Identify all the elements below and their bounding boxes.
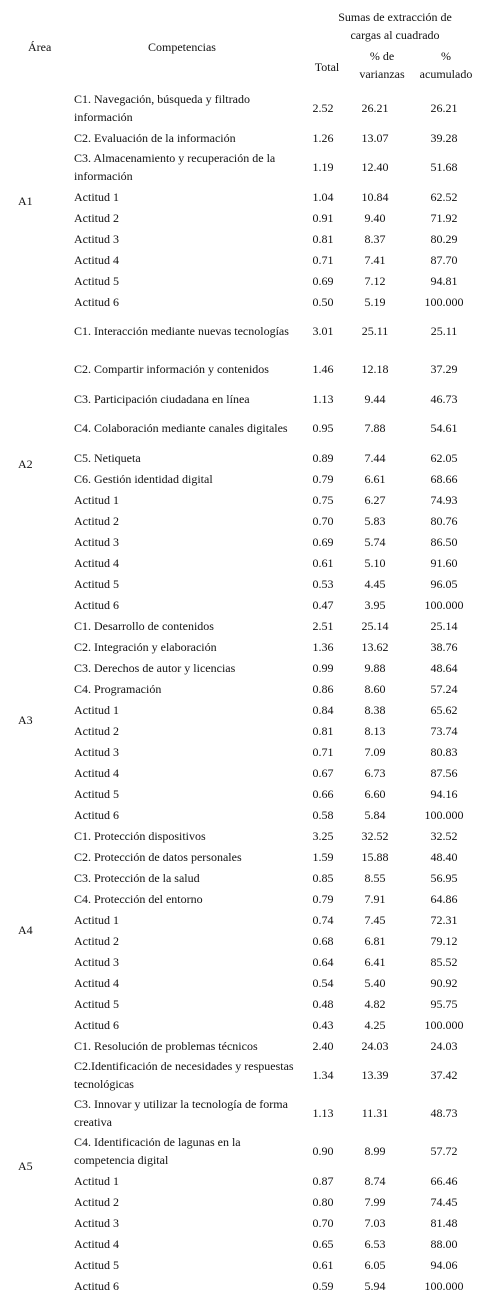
table-row <box>18 1233 480 1254</box>
competencia-cell: C1. Protección dispositivos <box>74 828 206 843</box>
varianza-cell: 25.11 <box>361 324 389 338</box>
total-cell: 0.48 <box>312 996 334 1011</box>
table-row <box>18 888 480 909</box>
acumulado-cell: 56.95 <box>430 870 458 885</box>
competencia-cell: Actitud 4 <box>74 1236 119 1251</box>
table-row <box>18 741 480 762</box>
total-cell: 1.19 <box>312 160 334 174</box>
area-cell: A2 <box>18 456 33 471</box>
total-cell: 0.80 <box>312 1194 334 1209</box>
acumulado-cell: 51.68 <box>430 160 458 174</box>
competencia-cell: C6. Gestión identidad digital <box>74 471 213 486</box>
header-total: Total <box>314 60 340 74</box>
acumulado-cell: 38.76 <box>430 639 458 654</box>
competencia-cell: Actitud 2 <box>74 210 119 225</box>
header-acumulado-line1: % <box>441 49 451 63</box>
competencia-cell: Actitud 5 <box>74 786 119 801</box>
varianza-cell: 8.55 <box>364 870 386 885</box>
table-row <box>18 678 480 699</box>
table-row <box>18 270 480 291</box>
table-row <box>18 409 480 447</box>
table-row <box>18 312 480 350</box>
total-cell: 0.71 <box>312 744 334 759</box>
table-row <box>18 552 480 573</box>
total-cell: 0.68 <box>312 933 334 948</box>
total-cell: 0.79 <box>312 891 334 906</box>
total-cell: 0.70 <box>312 513 334 528</box>
table-row <box>18 510 480 531</box>
total-cell: 0.66 <box>312 786 334 801</box>
competencia-cell: Actitud 6 <box>74 1017 119 1032</box>
competencia-cell: C3. Protección de la salud <box>74 870 200 885</box>
table-row <box>18 762 480 783</box>
total-cell: 0.87 <box>312 1173 334 1188</box>
header-acumulado-line2: acumulado <box>419 67 473 81</box>
competencia-cell: C2. Integración y elaboración <box>74 639 217 654</box>
area-cell: A3 <box>18 713 33 727</box>
acumulado-cell: 96.05 <box>430 576 458 591</box>
varianza-cell: 7.09 <box>364 744 386 759</box>
table-body <box>18 89 480 1296</box>
header-sumas <box>305 8 485 44</box>
acumulado-cell: 74.93 <box>430 492 458 507</box>
varianza-cell: 8.60 <box>364 681 386 696</box>
table-row <box>18 615 480 636</box>
competencia-cell: C3. Participación ciudadana en línea <box>74 391 250 406</box>
table-row <box>18 1275 480 1296</box>
table-row <box>18 1132 480 1170</box>
total-cell: 3.25 <box>312 828 334 843</box>
total-cell: 0.47 <box>312 597 334 612</box>
acumulado-cell: 72.31 <box>430 912 458 927</box>
acumulado-cell: 57.72 <box>430 1144 458 1158</box>
varianza-cell: 25.14 <box>361 618 389 633</box>
table-row <box>18 909 480 930</box>
total-cell: 0.79 <box>312 471 334 486</box>
header-acumulado <box>416 47 476 83</box>
varianza-cell: 7.88 <box>364 421 386 435</box>
varianza-cell: 5.74 <box>364 534 386 549</box>
table-row <box>18 699 480 720</box>
table-row <box>18 930 480 951</box>
total-cell: 3.01 <box>312 324 334 338</box>
varianza-cell: 8.38 <box>364 702 386 717</box>
varianza-cell: 6.41 <box>364 954 386 969</box>
acumulado-cell: 68.66 <box>430 471 458 486</box>
total-cell: 0.81 <box>312 723 334 738</box>
total-cell: 0.65 <box>312 1236 334 1251</box>
total-cell: 0.81 <box>312 231 334 246</box>
varianza-cell: 5.10 <box>364 555 386 570</box>
acumulado-cell: 66.46 <box>430 1173 458 1188</box>
acumulado-cell: 73.74 <box>430 723 458 738</box>
acumulado-cell: 85.52 <box>430 954 458 969</box>
varianza-cell: 7.41 <box>364 252 386 267</box>
acumulado-cell: 54.61 <box>430 421 458 435</box>
varianza-cell: 11.31 <box>361 1106 389 1120</box>
competencia-cell: Actitud 6 <box>74 807 119 822</box>
acumulado-cell: 57.24 <box>430 681 458 696</box>
area-cell: A5 <box>18 1158 33 1173</box>
acumulado-cell: 100.000 <box>424 1017 464 1032</box>
total-cell: 1.46 <box>312 362 334 376</box>
acumulado-cell: 80.29 <box>430 231 458 246</box>
table-row <box>18 1056 480 1094</box>
acumulado-cell: 62.52 <box>430 189 458 204</box>
varianza-cell: 4.25 <box>364 1017 386 1032</box>
competencia-cell: Actitud 4 <box>74 975 119 990</box>
table-row <box>18 447 480 468</box>
table-row <box>18 350 480 388</box>
acumulado-cell: 100.000 <box>424 1278 464 1293</box>
acumulado-cell: 94.81 <box>430 273 458 288</box>
competencia-cell: C3. Derechos de autor y licencias <box>74 660 236 675</box>
total-cell: 0.64 <box>312 954 334 969</box>
competencia-cell: C1. Interacción mediante nuevas tecnologías <box>74 324 289 338</box>
table-row <box>18 89 480 127</box>
total-cell: 0.99 <box>312 660 334 675</box>
area-cell: A4 <box>18 923 33 937</box>
total-cell: 0.58 <box>312 807 334 822</box>
competencia-cell: Actitud 1 <box>74 492 119 507</box>
acumulado-cell: 94.16 <box>430 786 458 801</box>
total-cell: 1.59 <box>312 849 334 864</box>
competencia-cell: Actitud 5 <box>74 576 119 591</box>
header-varianzas-line1: % de <box>369 49 395 63</box>
varianza-cell: 24.03 <box>361 1038 389 1053</box>
varianza-cell: 6.60 <box>364 786 386 801</box>
acumulado-cell: 39.28 <box>430 130 458 145</box>
varianza-cell: 9.88 <box>364 660 386 675</box>
competencia-cell: Actitud 2 <box>74 723 119 738</box>
acumulado-cell: 90.92 <box>430 975 458 990</box>
competencia-cell: Actitud 3 <box>74 534 119 549</box>
competencia-cell: Actitud 3 <box>74 744 119 759</box>
table-row <box>18 657 480 678</box>
acumulado-cell: 80.76 <box>430 513 458 528</box>
competencia-cell: Actitud 6 <box>74 597 119 612</box>
varianza-cell: 5.94 <box>364 1278 386 1293</box>
acumulado-cell: 94.06 <box>430 1257 458 1272</box>
table-row <box>18 1191 480 1212</box>
table-row <box>18 1170 480 1191</box>
competencia-cell: C4. Programación <box>74 681 162 696</box>
acumulado-cell: 88.00 <box>430 1236 458 1251</box>
total-cell: 0.67 <box>312 765 334 780</box>
competencia-cell: Actitud 3 <box>74 954 119 969</box>
table-row <box>18 1094 480 1132</box>
table-row <box>18 846 480 867</box>
total-cell: 0.69 <box>312 534 334 549</box>
varianza-cell: 10.84 <box>361 189 389 204</box>
table-row <box>18 783 480 804</box>
total-cell: 1.04 <box>312 189 334 204</box>
varianza-cell: 5.83 <box>364 513 386 528</box>
competencia-cell: Actitud 4 <box>74 252 119 267</box>
competencia-cell: C3. Almacenamiento y recuperación de la información <box>74 151 276 183</box>
acumulado-cell: 32.52 <box>430 828 458 843</box>
acumulado-cell: 91.60 <box>430 555 458 570</box>
acumulado-cell: 37.29 <box>430 362 458 376</box>
table-row <box>18 867 480 888</box>
varianza-cell: 9.44 <box>364 391 386 406</box>
competencia-cell: Actitud 1 <box>74 912 119 927</box>
varianza-cell: 7.03 <box>364 1215 386 1230</box>
varianza-cell: 12.40 <box>361 160 389 174</box>
acumulado-cell: 79.12 <box>430 933 458 948</box>
total-cell: 2.51 <box>312 618 334 633</box>
header-varianzas-line2: varianzas <box>359 67 405 81</box>
table-row <box>18 127 480 148</box>
total-cell: 0.71 <box>312 252 334 267</box>
varianza-cell: 5.40 <box>364 975 386 990</box>
table-row <box>18 993 480 1014</box>
total-cell: 0.75 <box>312 492 334 507</box>
varianza-cell: 6.05 <box>364 1257 386 1272</box>
table-row <box>18 186 480 207</box>
competencia-cell: C5. Netiqueta <box>74 450 141 465</box>
varianza-cell: 7.44 <box>364 450 386 465</box>
total-cell: 0.61 <box>312 555 334 570</box>
varianza-cell: 9.40 <box>364 210 386 225</box>
total-cell: 0.74 <box>312 912 334 927</box>
header-sumas-line1: Sumas de extracción de <box>338 10 452 24</box>
total-cell: 1.26 <box>312 130 334 145</box>
total-cell: 0.53 <box>312 576 334 591</box>
table-row <box>18 720 480 741</box>
varianza-cell: 13.07 <box>361 130 389 145</box>
acumulado-cell: 81.48 <box>430 1215 458 1230</box>
varianza-cell: 8.99 <box>364 1144 386 1158</box>
competencia-cell: C4. Protección del entorno <box>74 891 203 906</box>
varianza-cell: 8.13 <box>364 723 386 738</box>
competencia-cell: Actitud 6 <box>74 1278 119 1293</box>
varianza-cell: 6.73 <box>364 765 386 780</box>
competencia-cell: C3. Innovar y utilizar la tecnología de forma creativa <box>74 1097 288 1129</box>
competencia-cell: Actitud 1 <box>74 702 119 717</box>
varianza-cell: 6.81 <box>364 933 386 948</box>
acumulado-cell: 26.21 <box>430 101 458 115</box>
table-row <box>18 531 480 552</box>
total-cell: 0.43 <box>312 1017 334 1032</box>
total-cell: 1.13 <box>312 1106 334 1120</box>
varianza-cell: 6.27 <box>364 492 386 507</box>
table-row <box>18 388 480 409</box>
header-area: Área <box>28 40 52 54</box>
acumulado-cell: 87.56 <box>430 765 458 780</box>
competencia-cell: C2.Identificación de necesidades y respuestas tecnológicas <box>74 1059 294 1091</box>
competencia-cell: Actitud 6 <box>74 294 119 309</box>
competencia-cell: Actitud 4 <box>74 765 119 780</box>
competencia-cell: Actitud 5 <box>74 996 119 1011</box>
table-row <box>18 249 480 270</box>
competencia-cell: C1. Desarrollo de contenidos <box>74 618 214 633</box>
competencia-cell: Actitud 3 <box>74 1215 119 1230</box>
table-row <box>18 148 480 186</box>
varianza-cell: 3.95 <box>364 597 386 612</box>
total-cell: 0.91 <box>312 210 334 225</box>
table-row <box>18 468 480 489</box>
competencia-cell: Actitud 3 <box>74 231 119 246</box>
total-cell: 1.13 <box>312 391 334 406</box>
acumulado-cell: 71.92 <box>430 210 458 225</box>
competencia-cell: C1. Navegación, búsqueda y filtrado información <box>74 92 250 124</box>
competencia-cell: Actitud 1 <box>74 189 119 204</box>
varianza-cell: 6.53 <box>364 1236 386 1251</box>
acumulado-cell: 37.42 <box>430 1068 458 1082</box>
total-cell: 1.36 <box>312 639 334 654</box>
table-row <box>18 951 480 972</box>
total-cell: 0.54 <box>312 975 334 990</box>
varianza-cell: 32.52 <box>361 828 389 843</box>
competencia-cell: Actitud 5 <box>74 1257 119 1272</box>
competencia-cell: C4. Identificación de lagunas en la competencia digital <box>74 1135 241 1167</box>
table-row <box>18 489 480 510</box>
acumulado-cell: 25.14 <box>430 618 458 633</box>
total-cell: 1.34 <box>312 1068 334 1082</box>
header-varianzas <box>350 47 414 83</box>
competencia-cell: C1. Resolución de problemas técnicos <box>74 1038 258 1053</box>
table-row <box>18 1035 480 1056</box>
varianza-cell: 7.45 <box>364 912 386 927</box>
table-row <box>18 207 480 228</box>
acumulado-cell: 48.40 <box>430 849 458 864</box>
total-cell: 0.61 <box>312 1257 334 1272</box>
acumulado-cell: 95.75 <box>430 996 458 1011</box>
table-row <box>18 636 480 657</box>
acumulado-cell: 64.86 <box>430 891 458 906</box>
acumulado-cell: 46.73 <box>430 391 458 406</box>
total-cell: 2.40 <box>312 1038 334 1053</box>
table-row <box>18 573 480 594</box>
competencia-cell: Actitud 2 <box>74 513 119 528</box>
varianza-cell: 4.82 <box>364 996 386 1011</box>
varianza-cell: 5.84 <box>364 807 386 822</box>
acumulado-cell: 48.73 <box>430 1106 458 1120</box>
competencia-cell: Actitud 2 <box>74 1194 119 1209</box>
variance-table <box>18 89 480 1296</box>
competencia-cell: Actitud 4 <box>74 555 119 570</box>
acumulado-cell: 100.000 <box>424 294 464 309</box>
total-cell: 0.89 <box>312 450 334 465</box>
acumulado-cell: 100.000 <box>424 597 464 612</box>
varianza-cell: 8.74 <box>364 1173 386 1188</box>
table-row <box>18 825 480 846</box>
table-row <box>18 291 480 312</box>
total-cell: 0.50 <box>312 294 334 309</box>
varianza-cell: 8.37 <box>364 231 386 246</box>
acumulado-cell: 24.03 <box>430 1038 458 1053</box>
varianza-cell: 15.88 <box>361 849 389 864</box>
acumulado-cell: 86.50 <box>430 534 458 549</box>
total-cell: 0.90 <box>312 1144 334 1158</box>
acumulado-cell: 100.000 <box>424 807 464 822</box>
varianza-cell: 12.18 <box>361 362 389 376</box>
competencia-cell: Actitud 2 <box>74 933 119 948</box>
varianza-cell: 7.12 <box>364 273 386 288</box>
acumulado-cell: 48.64 <box>430 660 458 675</box>
table-row <box>18 1254 480 1275</box>
varianza-cell: 6.61 <box>364 471 386 486</box>
total-cell: 2.52 <box>312 101 334 115</box>
varianza-cell: 26.21 <box>361 101 389 115</box>
total-cell: 0.70 <box>312 1215 334 1230</box>
acumulado-cell: 80.83 <box>430 744 458 759</box>
area-cell: A1 <box>18 193 33 208</box>
acumulado-cell: 74.45 <box>430 1194 458 1209</box>
header-sumas-line2: cargas al cuadrado <box>350 28 440 42</box>
competencia-cell: Actitud 5 <box>74 273 119 288</box>
table-row <box>18 1014 480 1035</box>
table-row <box>18 972 480 993</box>
table-row <box>18 228 480 249</box>
total-cell: 0.86 <box>312 681 334 696</box>
competencia-cell: Actitud 1 <box>74 1173 119 1188</box>
total-cell: 0.85 <box>312 870 334 885</box>
varianza-cell: 4.45 <box>364 576 386 591</box>
varianza-cell: 5.19 <box>364 294 386 309</box>
varianza-cell: 13.62 <box>361 639 389 654</box>
acumulado-cell: 25.11 <box>430 324 458 338</box>
table-row <box>18 594 480 615</box>
header-competencias: Competencias <box>148 40 216 54</box>
table-row <box>18 804 480 825</box>
acumulado-cell: 65.62 <box>430 702 458 717</box>
competencia-cell: C2. Compartir información y contenidos <box>74 362 269 376</box>
total-cell: 0.69 <box>312 273 334 288</box>
total-cell: 0.59 <box>312 1278 334 1293</box>
acumulado-cell: 87.70 <box>430 252 458 267</box>
competencia-cell: C4. Colaboración mediante canales digitales <box>74 421 288 435</box>
varianza-cell: 13.39 <box>361 1068 389 1082</box>
total-cell: 0.84 <box>312 702 334 717</box>
varianza-cell: 7.99 <box>364 1194 386 1209</box>
competencia-cell: C2. Evaluación de la información <box>74 130 236 145</box>
competencia-cell: C2. Protección de datos personales <box>74 849 242 864</box>
varianza-cell: 7.91 <box>364 891 386 906</box>
table-row <box>18 1212 480 1233</box>
total-cell: 0.95 <box>312 421 334 435</box>
acumulado-cell: 62.05 <box>430 450 458 465</box>
